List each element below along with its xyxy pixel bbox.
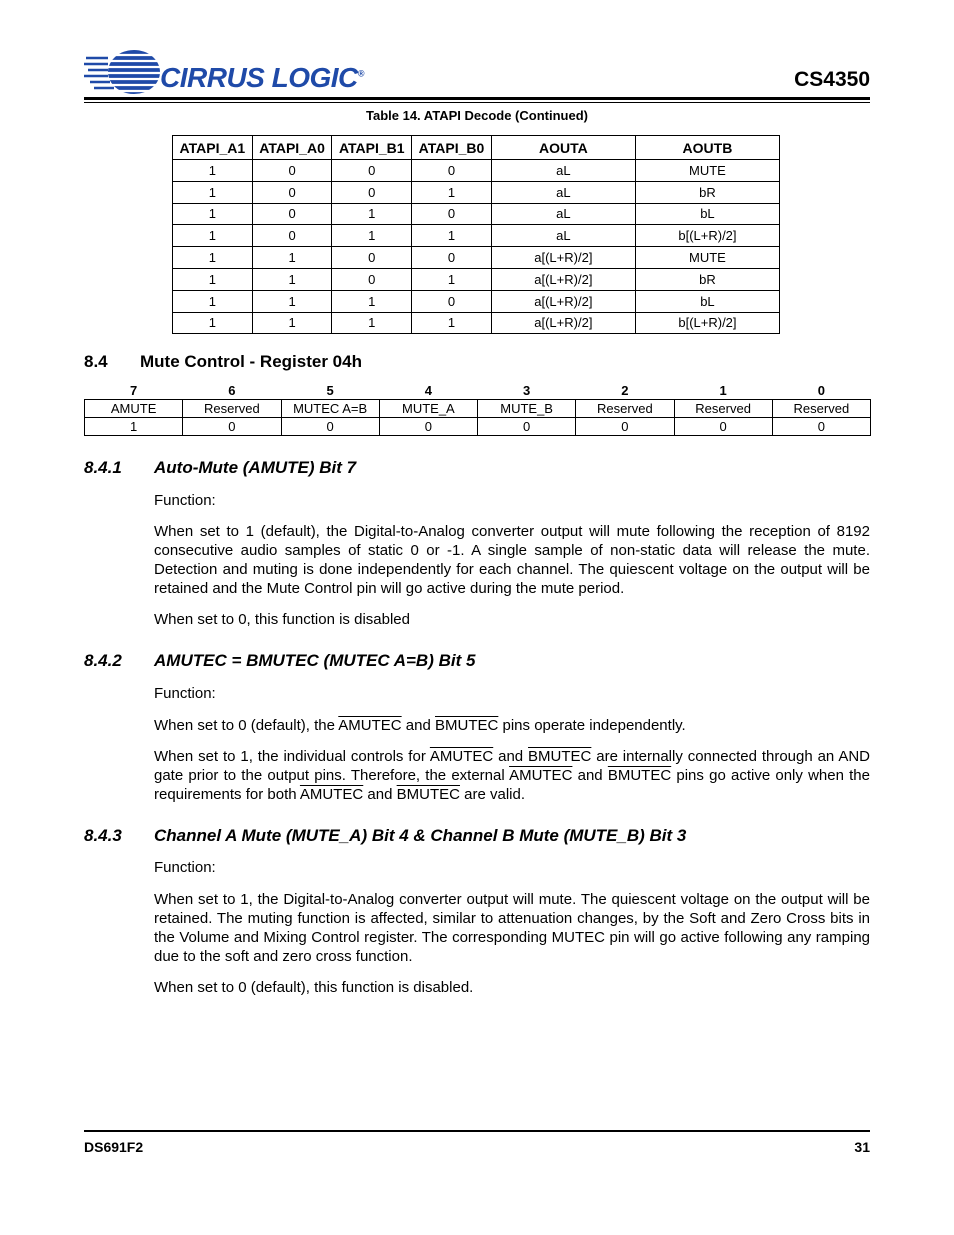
bit-name-row (85, 400, 871, 418)
table-row (173, 268, 780, 290)
table-cell: 0 (332, 247, 412, 269)
signal-name: BMUTEC (396, 785, 460, 803)
table-cell: bL (635, 290, 779, 312)
table-cell: 1 (173, 268, 253, 290)
signal-name: AMUTEC (429, 748, 494, 765)
table-cell: aL (491, 160, 635, 182)
paragraph: When set to 0, this function is disabled (154, 611, 410, 628)
table-cell: 1 (412, 312, 492, 334)
table-cell: 1 (173, 225, 253, 247)
header-rule-thin (84, 102, 870, 103)
table-header-row (173, 136, 780, 160)
atapi-decode-table (172, 135, 780, 334)
table-cell: 1 (252, 268, 332, 290)
table-row (173, 290, 780, 312)
table-cell: 1 (173, 312, 253, 334)
table-cell: MUTE (635, 160, 779, 182)
paragraph: When set to 1, the individual controls for AMUTEC and BMUTEC are internally connected through an AND gate prior to the output pins. Therefore, the external AMUTEC and BMUTEC pins go active only when the requirements for both AMUTEC and BMUTEC are valid. (154, 748, 870, 803)
section-title: Mute Control - Register 04h (140, 352, 362, 371)
part-number: CS4350 (794, 68, 870, 91)
paragraph: Function: (154, 685, 216, 702)
table-cell: 0 (412, 203, 492, 225)
bit-default: 0 (379, 418, 477, 436)
registered-mark: ® (357, 68, 364, 79)
bit-default: 0 (183, 418, 281, 436)
bit-default: 1 (85, 418, 183, 436)
table-cell: a[(L+R)/2] (491, 290, 635, 312)
table-cell: 0 (252, 181, 332, 203)
bit-default: 0 (478, 418, 576, 436)
table-cell: 1 (252, 290, 332, 312)
table-cell: 0 (412, 290, 492, 312)
column-header: ATAPI_B0 (412, 136, 492, 160)
logo-wordmark: CIRRUS LOGIC® (160, 62, 364, 93)
bit-number: 0 (817, 382, 825, 398)
table-row (173, 225, 780, 247)
bit-default: 0 (772, 418, 870, 436)
subsection-number: 8.4.2 (84, 651, 122, 670)
table-cell: 1 (412, 225, 492, 247)
section-number: 8.4 (84, 352, 108, 371)
table-row (173, 203, 780, 225)
table-cell: bR (635, 181, 779, 203)
table-row (173, 181, 780, 203)
bit-number: 6 (228, 382, 236, 398)
column-header: ATAPI_B1 (332, 136, 412, 160)
column-header: AOUTA (491, 136, 635, 160)
bit-name: Reserved (772, 400, 870, 418)
table-row (173, 312, 780, 334)
table-cell: aL (491, 181, 635, 203)
subsection-number: 8.4.3 (84, 826, 122, 845)
table-cell: 1 (173, 160, 253, 182)
table-cell: 1 (332, 203, 412, 225)
table-caption: Table 14. ATAPI Decode (Continued) (366, 108, 588, 123)
table-cell: 1 (332, 290, 412, 312)
table-cell: 0 (412, 160, 492, 182)
table-cell: aL (491, 225, 635, 247)
table-cell: b[(L+R)/2] (635, 225, 779, 247)
table-cell: MUTE (635, 247, 779, 269)
subsection-number: 8.4.1 (84, 458, 122, 477)
subsection-title: AMUTEC = BMUTEC (MUTEC A=B) Bit 5 (154, 651, 476, 670)
table-cell: a[(L+R)/2] (491, 312, 635, 334)
bit-number: 7 (130, 382, 138, 398)
table-cell: b[(L+R)/2] (635, 312, 779, 334)
table-cell: 1 (173, 203, 253, 225)
subsection-title: Auto-Mute (AMUTE) Bit 7 (154, 458, 357, 477)
table-cell: 0 (252, 225, 332, 247)
bit-number: 4 (424, 382, 432, 398)
column-header: ATAPI_A0 (252, 136, 332, 160)
signal-name: AMUTEC (338, 717, 402, 734)
table-cell: aL (491, 203, 635, 225)
document-id: DS691F2 (84, 1139, 144, 1155)
table-cell: a[(L+R)/2] (491, 247, 635, 269)
signal-name: BMUTEC (435, 717, 499, 734)
bit-name: Reserved (183, 400, 281, 418)
bit-default-row (85, 418, 871, 436)
column-header: AOUTB (635, 136, 779, 160)
signal-name: BMUTEC (528, 748, 592, 765)
table-cell: 0 (332, 160, 412, 182)
register-map-table (84, 381, 871, 436)
table-cell: 0 (332, 181, 412, 203)
bit-name: Reserved (576, 400, 674, 418)
subsection-title: Channel A Mute (MUTE_A) Bit 4 & Channel B Mute (MUTE_B) Bit 3 (154, 826, 687, 845)
signal-name: AMUTEC (299, 785, 364, 803)
bit-number-row (85, 381, 871, 400)
column-header: ATAPI_A1 (173, 136, 253, 160)
paragraph: When set to 0 (default), this function is disabled. (154, 979, 474, 996)
table-cell: bR (635, 268, 779, 290)
table-cell: 1 (412, 181, 492, 203)
bit-number: 5 (326, 382, 334, 398)
paragraph: Function: (154, 492, 216, 509)
header-rule (84, 97, 870, 100)
footer-rule (84, 1130, 870, 1132)
table-cell: bL (635, 203, 779, 225)
bit-name: Reserved (674, 400, 772, 418)
signal-name: AMUTEC (509, 766, 573, 784)
paragraph: When set to 1 (default), the Digital-to-Analog converter output will mute following the reception of 8192 consecutive audio samples of static 0 or -1. A single sample of non-static data will release the mute. Detection and muting is done independently for each channel. The quiescent voltage on the output will be retained and the Mute Control pin will go active during the mute period. (154, 523, 870, 597)
table-cell: 1 (412, 268, 492, 290)
bit-default: 0 (281, 418, 379, 436)
bit-name: MUTE_B (478, 400, 576, 418)
bit-name: MUTE_A (379, 400, 477, 418)
table-row (173, 247, 780, 269)
table-cell: 0 (252, 203, 332, 225)
table-cell: 1 (173, 181, 253, 203)
paragraph: When set to 0 (default), the AMUTEC and BMUTEC pins operate independently. (154, 717, 686, 734)
table-cell: 0 (252, 160, 332, 182)
paragraph: Function: (154, 859, 216, 876)
signal-name: BMUTEC (607, 766, 672, 784)
table-cell: 0 (412, 247, 492, 269)
table-cell: 1 (332, 312, 412, 334)
bit-name: AMUTE (85, 400, 183, 418)
table-row (173, 160, 780, 182)
table-cell: 1 (332, 225, 412, 247)
paragraph: When set to 1, the Digital-to-Analog converter output will mute. The quiescent voltage on the output will be retained. The muting function is affected, similar to attenuation changes, by the Soft and Zero Cross bits in the Volume and Mixing Control register. The corresponding MUTEC pin will go active following any ramping due to the soft and zero cross function. (154, 891, 870, 965)
table-cell: 1 (173, 290, 253, 312)
page-number: 31 (854, 1139, 870, 1155)
bit-number: 3 (523, 382, 531, 398)
bit-number: 1 (719, 382, 727, 398)
table-cell: 0 (332, 268, 412, 290)
table-cell: a[(L+R)/2] (491, 268, 635, 290)
bit-number: 2 (621, 382, 629, 398)
bit-name: MUTEC A=B (281, 400, 379, 418)
bit-default: 0 (674, 418, 772, 436)
table-cell: 1 (252, 247, 332, 269)
bit-default: 0 (576, 418, 674, 436)
table-cell: 1 (252, 312, 332, 334)
table-cell: 1 (173, 247, 253, 269)
